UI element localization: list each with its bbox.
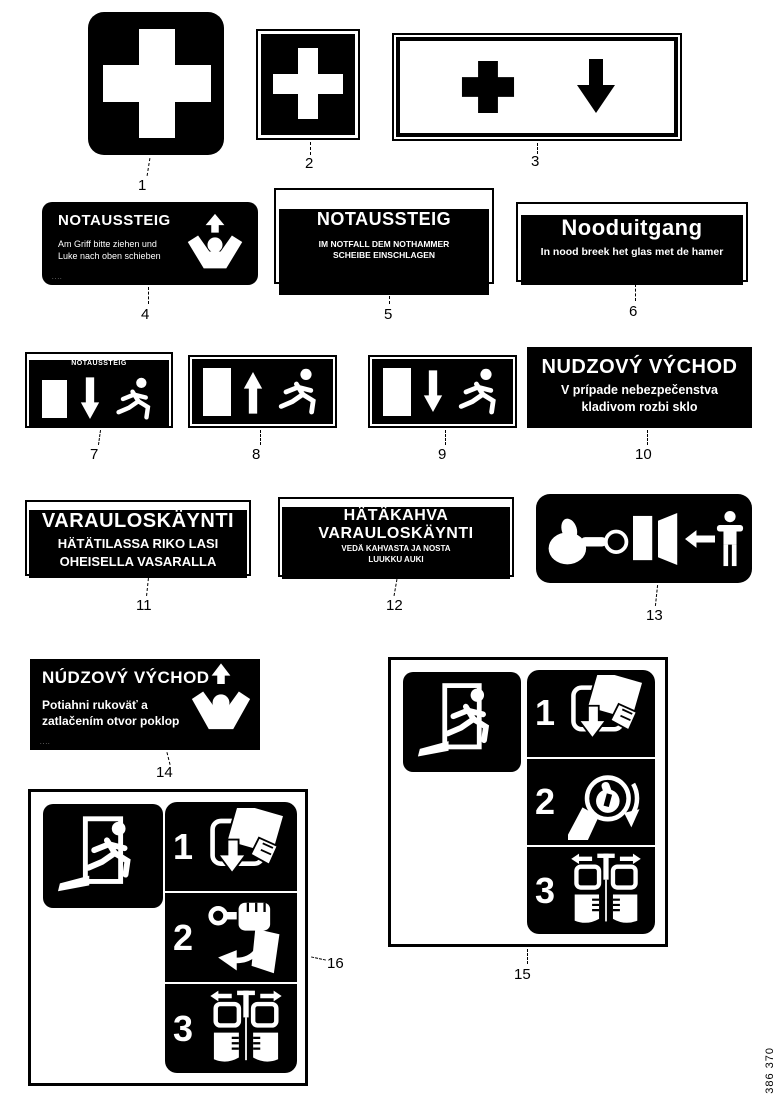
leader-line xyxy=(260,430,261,445)
leader-line xyxy=(166,752,170,765)
step-1 xyxy=(527,670,655,757)
leader-line xyxy=(98,430,101,445)
callout-4: 4 xyxy=(141,306,150,323)
leader-line xyxy=(148,287,149,304)
sign-nooduitgang xyxy=(516,202,748,282)
leader-line xyxy=(146,578,149,596)
leader-line xyxy=(311,956,326,960)
sign-title: NOTAUSSTEIG xyxy=(58,212,171,229)
step-number: 3 xyxy=(173,1007,194,1049)
leader-line xyxy=(635,284,636,301)
open-door-icon xyxy=(633,511,683,567)
fineprint: ···· xyxy=(52,276,63,282)
pull-handle-icon xyxy=(207,899,285,977)
instruction-column xyxy=(527,670,655,934)
sign-first-aid-large xyxy=(88,12,224,155)
sign-first-aid-arrow xyxy=(392,33,682,141)
sign-title: VARAULOSKÄYNTI xyxy=(41,510,235,532)
hatch-push-up-icon xyxy=(184,212,246,274)
callout-13: 13 xyxy=(646,607,663,624)
running-man-icon xyxy=(454,368,502,416)
sign-title: NOTAUSSTEIG xyxy=(316,209,452,229)
leader-line xyxy=(394,579,398,596)
remove-cover-icon xyxy=(207,808,285,886)
sign-exit-down xyxy=(368,355,517,428)
down-arrow-icon xyxy=(80,377,100,421)
door-icon xyxy=(383,368,411,416)
emergency-exit-running-man-icon xyxy=(56,814,150,898)
door-icon xyxy=(42,380,67,418)
hatch-push-up-icon xyxy=(190,663,252,737)
leader-line xyxy=(147,158,151,176)
door-icon xyxy=(203,368,231,416)
sign-notausstieg-hatch xyxy=(42,202,258,285)
callout-16: 16 xyxy=(327,955,344,972)
emergency-exit-running-man-icon xyxy=(416,681,508,763)
sign-text: Am Griff bitte ziehen und Luke nach oben schieben xyxy=(58,239,161,262)
callout-8: 8 xyxy=(252,446,261,463)
standing-person-icon xyxy=(716,509,744,569)
callout-12: 12 xyxy=(386,597,403,614)
sign-text: Potiahni rukoväť a zatlačením otvor poklop xyxy=(42,698,180,729)
sign-text: V prípade nebezpečenstva kladivom rozbi sklo xyxy=(560,383,718,414)
step-3 xyxy=(165,982,297,1073)
remove-cover-icon xyxy=(568,675,644,751)
push-doors-apart-icon xyxy=(569,851,643,931)
cross-icon xyxy=(457,56,519,118)
sign-exit-up xyxy=(188,355,337,428)
sign-title: NOTAUSSTEIG xyxy=(71,360,127,367)
leader-line xyxy=(647,430,648,445)
step-number: 2 xyxy=(535,781,556,822)
sign-press-button-exit xyxy=(536,494,752,583)
callout-6: 6 xyxy=(629,303,638,320)
left-arrow-icon xyxy=(685,529,715,549)
leader-line xyxy=(310,142,311,155)
sign-notausstieg-hammer xyxy=(274,188,494,284)
leader-line xyxy=(389,286,390,304)
down-arrow-icon xyxy=(575,59,617,115)
callout-1: 1 xyxy=(138,177,147,194)
step-number: 3 xyxy=(535,869,556,911)
press-button-hand-icon xyxy=(544,509,632,569)
leader-line xyxy=(527,949,528,964)
up-arrow-icon xyxy=(243,367,263,417)
step-2 xyxy=(527,757,655,846)
instruction-column xyxy=(165,802,297,1073)
running-man-icon xyxy=(112,377,156,421)
turn-handle-icon xyxy=(568,764,644,840)
figure-reference-number: 386 370 xyxy=(764,1047,776,1094)
leader-line xyxy=(445,430,446,445)
callout-5: 5 xyxy=(384,306,393,323)
sign-title: HÄTÄKAHVA xyxy=(343,507,449,524)
sign-title: Nooduitgang xyxy=(561,215,703,240)
step-number: 1 xyxy=(173,825,194,867)
sign-nudzovy-hatch xyxy=(30,659,260,750)
sign-text: HÄTÄTILASSA RIKO LASI OHEISELLA VASARALLA xyxy=(57,536,219,569)
callout-10: 10 xyxy=(635,446,652,463)
sign-first-aid-small xyxy=(256,29,360,140)
exit-badge xyxy=(403,672,521,772)
callout-11: 11 xyxy=(136,597,152,614)
down-arrow-icon xyxy=(423,367,443,417)
sign-exit-down-titled xyxy=(25,352,173,428)
leader-line xyxy=(655,585,658,606)
fineprint: ···· xyxy=(40,741,51,747)
callout-7: 7 xyxy=(90,446,99,463)
sign-title: NÚDZOVÝ VÝCHOD xyxy=(42,668,210,687)
exit-badge xyxy=(43,804,163,908)
push-doors-apart-icon xyxy=(208,988,284,1070)
sign-varauloskaynti xyxy=(25,500,251,576)
sign-text: IM NOTFALL DEM NOTHAMMER SCHEIBE EINSCHLAGEN xyxy=(318,239,450,261)
step-2 xyxy=(165,891,297,982)
sign-hatakahva xyxy=(278,497,514,577)
sign-text: VEDÄ KAHVASTA JA NOSTA LUUKKU AUKI xyxy=(341,544,451,564)
sign-exit-instruction-panel-large xyxy=(28,789,308,1086)
callout-3: 3 xyxy=(531,153,540,170)
callout-2: 2 xyxy=(305,155,314,172)
step-3 xyxy=(527,845,655,934)
sign-text: In nood breek het glas met de hamer xyxy=(540,246,724,258)
running-man-icon xyxy=(274,368,322,416)
sign-title: NUDZOVÝ VÝCHOD xyxy=(541,356,738,378)
callout-9: 9 xyxy=(438,446,447,463)
callout-15: 15 xyxy=(514,966,531,983)
callout-14: 14 xyxy=(156,764,173,781)
step-number: 2 xyxy=(173,916,194,958)
sign-exit-instruction-panel-small xyxy=(388,657,668,947)
step-1 xyxy=(165,802,297,891)
sign-nudzovy-vychod xyxy=(527,347,752,428)
sign-subtitle: VARAULOSKÄYNTI xyxy=(318,525,474,542)
step-number: 1 xyxy=(535,692,556,734)
